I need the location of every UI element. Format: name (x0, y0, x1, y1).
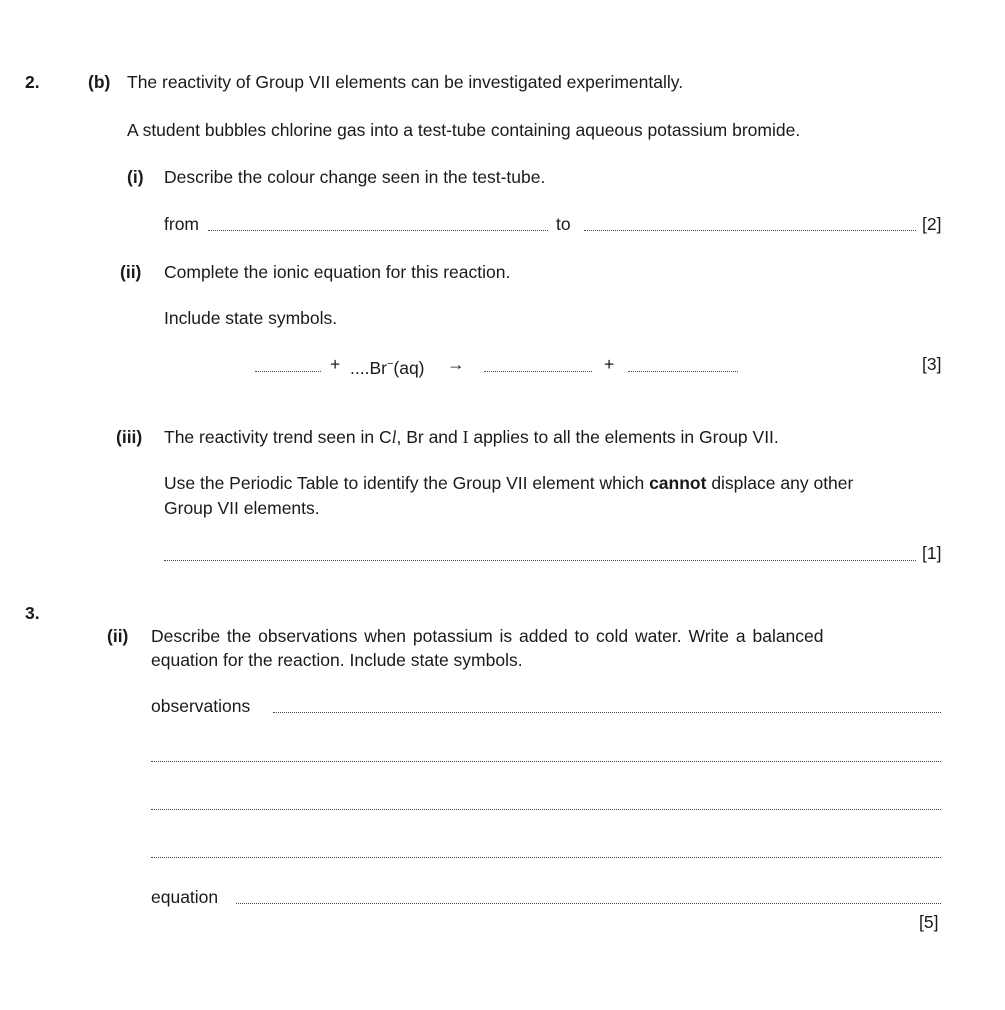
part-i-question: Describe the colour change seen in the test-tube. (164, 167, 546, 187)
to-answer-line[interactable] (584, 230, 916, 231)
part-iii-instruction-line2: Group VII elements. (164, 498, 320, 518)
question-number-3: 3. (25, 603, 40, 623)
plus-sign-1: + (330, 354, 341, 374)
part-iii-label: (iii) (116, 427, 143, 447)
equation-blank-1[interactable] (255, 371, 321, 372)
part-iii-question (164, 426, 779, 448)
q3-question-line2: equation for the reaction. Include state symbols. (151, 650, 523, 670)
part-b-intro: The reactivity of Group VII elements can be investigated experimentally. (127, 72, 684, 92)
instr-bold: cannot (649, 473, 707, 493)
q-text-2: , Br and (396, 427, 463, 447)
observations-line-3[interactable] (151, 809, 941, 810)
equation-answer-line[interactable] (236, 903, 941, 904)
marks-q3-ii: [5] (919, 912, 939, 932)
bromide-text: ....Br (350, 357, 387, 378)
observations-line-1[interactable] (273, 712, 941, 713)
instr-text-1: Use the Periodic Table to identify the Group VII element which (164, 473, 650, 493)
to-label: to (556, 214, 571, 234)
bromide-state: (aq) (393, 357, 425, 378)
equation-blank-2[interactable] (484, 371, 592, 372)
q3-part-ii-label: (ii) (107, 626, 129, 646)
question-number-2: 2. (25, 72, 40, 92)
equation-blank-3[interactable] (628, 371, 738, 372)
part-iii-instruction (164, 472, 853, 494)
marks-iii: [1] (922, 543, 942, 563)
part-ii-instruction: Include state symbols. (164, 308, 338, 328)
plus-sign-2: + (604, 354, 615, 374)
q-text-3: applies to all the elements in Group VII. (468, 427, 779, 447)
q-text-iodine: I (462, 427, 469, 447)
part-b-context: A student bubbles chlorine gas into a test-tube containing aqueous potassium bromide. (127, 120, 801, 140)
part-ii-question: Complete the ionic equation for this reaction. (164, 262, 511, 282)
from-answer-line[interactable] (208, 230, 548, 231)
from-label: from (164, 214, 199, 234)
q-text-l: l (391, 427, 397, 447)
bromide-charge: − (386, 358, 394, 370)
q3-question-line1: Describe the observations when potassium is added to cold water. Write a balanced (151, 626, 824, 646)
observations-line-2[interactable] (151, 761, 941, 762)
bromide-ion (350, 353, 425, 379)
q-text-1: The reactivity trend seen in C (164, 427, 392, 447)
observations-line-4[interactable] (151, 857, 941, 858)
reaction-arrow: → (447, 354, 465, 374)
marks-i: [2] (922, 214, 942, 234)
part-ii-label: (ii) (120, 262, 142, 282)
part-iii-answer-line[interactable] (164, 560, 916, 561)
part-i-label: (i) (127, 167, 144, 187)
instr-text-2: displace any other (706, 473, 854, 493)
equation-label: equation (151, 887, 219, 907)
marks-ii: [3] (922, 354, 942, 374)
observations-label: observations (151, 696, 251, 716)
part-b-label: (b) (88, 72, 111, 92)
